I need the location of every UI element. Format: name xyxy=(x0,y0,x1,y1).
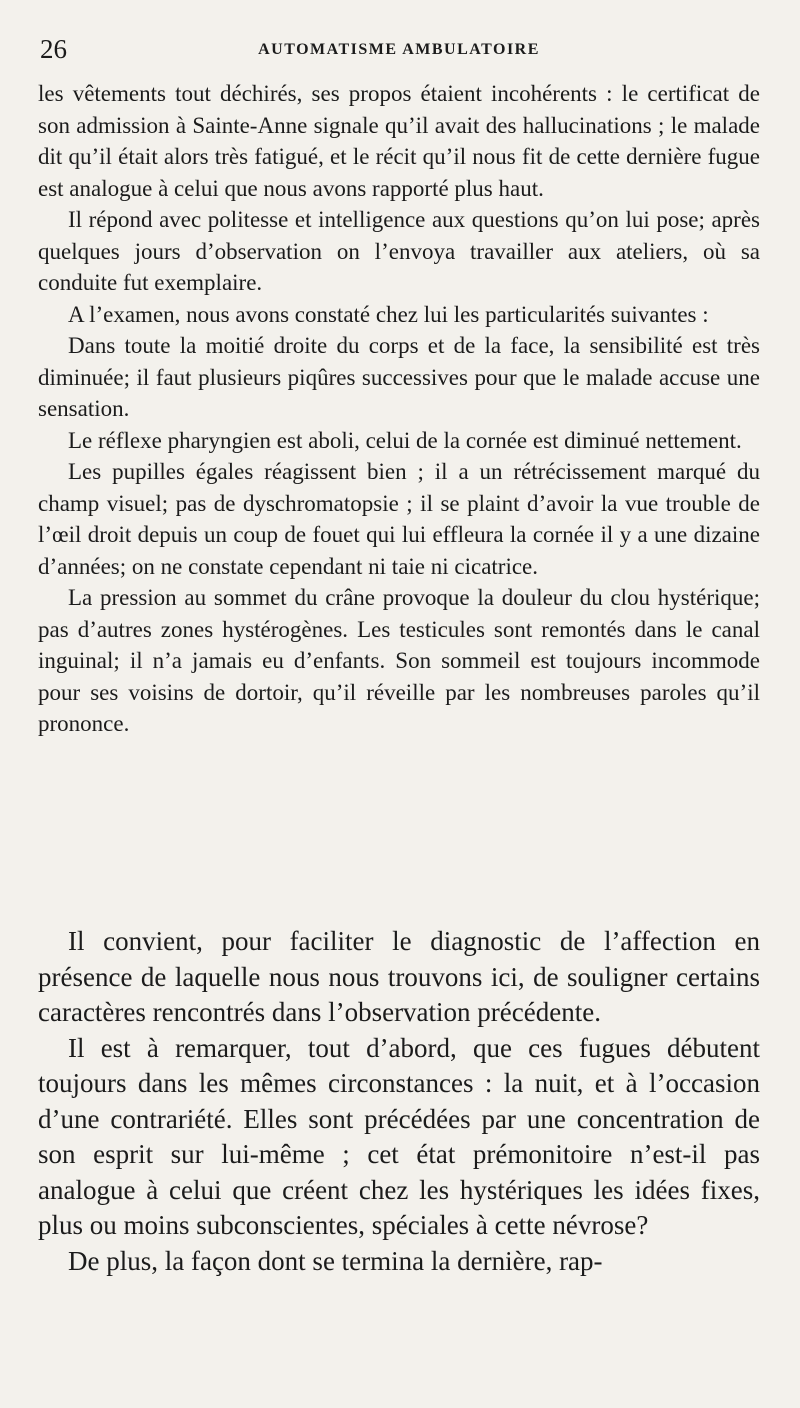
paragraph: Le réflexe pharyngien est aboli, celui de la cornée est diminué nettement. xyxy=(68,427,742,453)
running-title: AUTOMATISME AMBULATOIRE xyxy=(258,41,540,58)
paragraph: De plus, la façon dont se termina la dernière, rap- xyxy=(68,1245,603,1276)
paragraph: Les pupilles égales réagissent bien ; il a un rétrécissement marqué du champ visuel; pas de dyschromatopsie ; il se plaint d’avoir la vue trouble de l’œil droit depuis un coup de fouet qui lui effleura la cornée il y a une dizaine d’années; on ne constate cependant ni taie ni cicatrice. xyxy=(38,459,760,579)
paragraph: Il convient, pour faciliter le diagnostic de l’affection en présence de laquelle nous nous trouvons ici, de souligner certains caractères rencontrés dans l’observation précédente. xyxy=(38,926,760,1027)
paragraph: Il répond avec politesse et intelligence aux questions qu’on lui pose; après quelques jours d’observation on l’envoya travailler aux ateliers, où sa conduite fut exemplaire. xyxy=(38,207,760,295)
page-number: 26 xyxy=(40,34,67,64)
paragraph: Il est à remarquer, tout d’abord, que ces fugues débutent toujours dans les mêmes circonstances : la nuit, et à l’occasion d’une contrariété. Elles sont précédées par une concentration de son esprit sur lui-même ; cet état prémonitoire n’est-il pas analogue à celui que créent chez les hystériques les idées fixes, plus ou moins subconscientes, spéciales à cette névrose? xyxy=(38,1032,760,1240)
paragraph: les vêtements tout déchirés, ses propos étaient incohérents : le certificat de son admission à Sainte-Anne signale qu’il avait des hallucinations ; le malade dit qu’il était alors très fatigué, et le récit qu’il nous fit de cette dernière fugue est analogue à celui que nous avons rapporté plus haut. xyxy=(38,81,760,201)
book-page xyxy=(38,0,760,1408)
page-header xyxy=(38,34,760,68)
paragraph: Dans toute la moitié droite du corps et de la face, la sensibilité est très diminuée; il faut plusieurs piqûres successives pour que le malade accuse une sensation. xyxy=(38,333,760,421)
paragraph: La pression au sommet du crâne provoque la douleur du clou hystérique; pas d’autres zones hystérogènes. Les testicules sont remontés dans le canal inguinal; il n’a jamais eu d’enfants. Son sommeil est toujours incommode pour ses voisins de dortoir, qu’il réveille par les nombreuses paroles qu’il prononce. xyxy=(38,585,760,736)
paragraph: A l’examen, nous avons constaté chez lui les particularités suivantes : xyxy=(68,301,709,327)
body-text xyxy=(38,924,760,1279)
observation-text xyxy=(38,78,760,740)
